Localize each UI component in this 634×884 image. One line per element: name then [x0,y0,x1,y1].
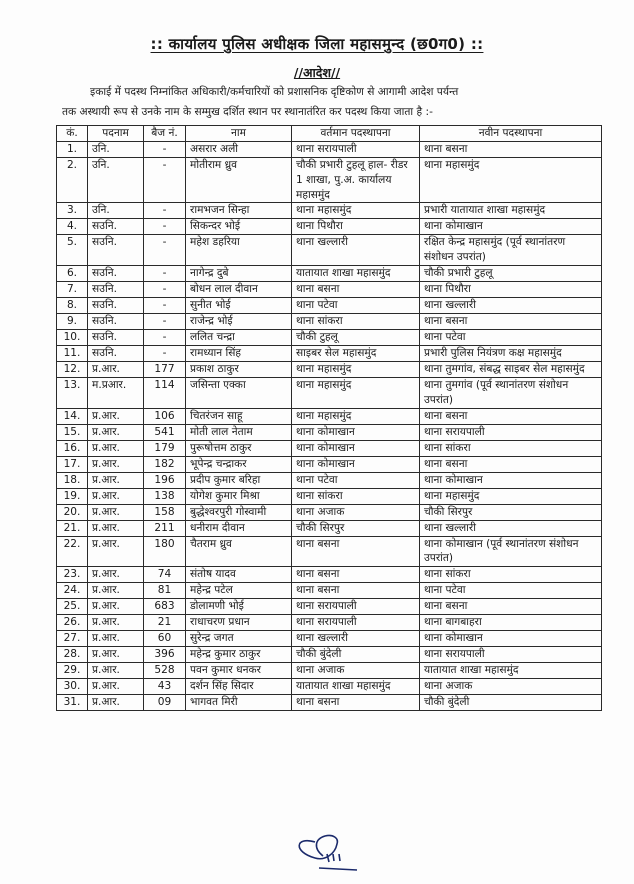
cell-name: पुरूषोत्तम ठाकुर [186,440,292,456]
cell-current-posting: थाना बसना [292,695,420,711]
cell-serial: 7. [57,281,88,297]
table-row [57,679,602,695]
cell-serial: 2. [57,158,88,203]
cell-name: बुद्धेश्वरपुरी गोस्वामी [186,504,292,520]
table-row [57,615,602,631]
cell-new-posting: थाना खल्लारी [420,297,602,313]
col-header-current-posting: वर्तमान पदस्थापना [292,126,420,142]
cell-badge: 180 [144,536,186,567]
cell-rank: प्र.आर. [88,472,144,488]
cell-new-posting: रक्षित केन्द्र महासमुंद (पूर्व स्थानांतरण संशोधन उपरांत) [420,235,602,266]
cell-current-posting: थाना महासमुंद [292,377,420,408]
table-row [57,599,602,615]
cell-rank: उनि. [88,158,144,203]
cell-current-posting: थाना कोमाखान [292,440,420,456]
table-row [57,504,602,520]
table-row [57,424,602,440]
table-row [57,472,602,488]
cell-badge: - [144,203,186,219]
cell-serial: 4. [57,219,88,235]
cell-new-posting: यातायात शाखा महासमुंद [420,663,602,679]
cell-name: रामभजन सिन्हा [186,203,292,219]
cell-name: चितरंजन साहू [186,408,292,424]
cell-current-posting: थाना कोमाखान [292,424,420,440]
table-row [57,663,602,679]
cell-name: महेन्द्र पटेल [186,583,292,599]
cell-new-posting: थाना बसना [420,142,602,158]
col-header-new-posting: नवीन पदस्थापना [420,126,602,142]
cell-rank: सउनि. [88,313,144,329]
cell-current-posting: साइबर सेल महासमुंद [292,345,420,361]
cell-new-posting: थाना बसना [420,408,602,424]
cell-current-posting: थाना पटेवा [292,472,420,488]
cell-serial: 18. [57,472,88,488]
cell-new-posting: थाना महासमुंद [420,488,602,504]
table-row [57,265,602,281]
cell-serial: 8. [57,297,88,313]
cell-current-posting: थाना बसना [292,583,420,599]
cell-current-posting: चौकी प्रभारी टुहलू हाल- रीडर 1 शाखा, पु.अ. कार्यालय महासमुंद [292,158,420,203]
cell-serial: 24. [57,583,88,599]
cell-name: राधाचरण प्रधान [186,615,292,631]
cell-serial: 22. [57,536,88,567]
cell-rank: प्र.आर. [88,599,144,615]
cell-badge: 683 [144,599,186,615]
cell-badge: 09 [144,695,186,711]
cell-current-posting: थाना अजाक [292,504,420,520]
order-heading: //आदेश// [293,65,341,80]
cell-new-posting: थाना महासमुंद [420,158,602,203]
cell-current-posting: थाना बसना [292,281,420,297]
cell-badge: 81 [144,583,186,599]
cell-badge: 528 [144,663,186,679]
cell-rank: प्र.आर. [88,504,144,520]
cell-current-posting: थाना कोमाखान [292,456,420,472]
cell-badge: 74 [144,567,186,583]
cell-current-posting: थाना खल्लारी [292,235,420,266]
intro-line-1: इकाई में पदस्थ निम्नांकित अधिकारी/कर्मचारियों को प्रशासनिक दृष्टिकोण से आगामी आदेश पर्यन्त [90,86,459,98]
cell-rank: प्र.आर. [88,663,144,679]
cell-name: भागवत मिरी [186,695,292,711]
table-row [57,361,602,377]
cell-new-posting: थाना कोमाखान [420,472,602,488]
cell-serial: 12. [57,361,88,377]
cell-name: ललित चन्द्रा [186,329,292,345]
cell-new-posting: थाना पटेवा [420,583,602,599]
cell-new-posting: थाना पिथौरा [420,281,602,297]
cell-name: दर्शन सिंह सिदार [186,679,292,695]
cell-new-posting: थाना तुमगांव (पूर्व स्थानांतरण संशोधन उपरांत) [420,377,602,408]
cell-rank: उनि. [88,203,144,219]
table-row [57,158,602,203]
cell-name: नागेन्द्र दुबे [186,265,292,281]
cell-serial: 5. [57,235,88,266]
cell-rank: प्र.आर. [88,679,144,695]
cell-serial: 30. [57,679,88,695]
cell-badge: - [144,297,186,313]
cell-badge: 21 [144,615,186,631]
cell-rank: प्र.आर. [88,583,144,599]
cell-rank: सउनि. [88,235,144,266]
cell-badge: 43 [144,679,186,695]
cell-name: बोधन लाल दीवान [186,281,292,297]
cell-badge: 106 [144,408,186,424]
cell-rank: प्र.आर. [88,408,144,424]
cell-rank: उनि. [88,142,144,158]
cell-rank: प्र.आर. [88,647,144,663]
cell-name: राजेन्द्र भोई [186,313,292,329]
cell-new-posting: थाना खल्लारी [420,520,602,536]
table-row [57,695,602,711]
cell-rank: प्र.आर. [88,361,144,377]
table-row [57,235,602,266]
table-row [57,203,602,219]
cell-rank: प्र.आर. [88,615,144,631]
cell-serial: 28. [57,647,88,663]
cell-rank: प्र.आर. [88,631,144,647]
cell-new-posting: प्रभारी पुलिस नियंत्रण कक्ष महासमुंद [420,345,602,361]
cell-name: संतोष यादव [186,567,292,583]
cell-rank: म.प्रआर. [88,377,144,408]
cell-serial: 21. [57,520,88,536]
cell-name: भूपेन्द्र चन्द्राकर [186,456,292,472]
table-row [57,377,602,408]
cell-serial: 1. [57,142,88,158]
cell-badge: 211 [144,520,186,536]
cell-current-posting: थाना महासमुंद [292,203,420,219]
cell-serial: 31. [57,695,88,711]
cell-name: असरार अली [186,142,292,158]
cell-rank: प्र.आर. [88,488,144,504]
cell-serial: 17. [57,456,88,472]
cell-name: चैतराम ध्रुव [186,536,292,567]
cell-current-posting: थाना सांकरा [292,488,420,504]
cell-badge: 196 [144,472,186,488]
cell-rank: सउनि. [88,281,144,297]
cell-serial: 20. [57,504,88,520]
table-row [57,329,602,345]
cell-name: सुरेन्द्र जगत [186,631,292,647]
cell-badge: 114 [144,377,186,408]
cell-new-posting: थाना कोमाखान [420,219,602,235]
col-header-badge: बैज नं. [144,126,186,142]
cell-serial: 23. [57,567,88,583]
cell-new-posting: थाना सरायपाली [420,424,602,440]
cell-rank: प्र.आर. [88,695,144,711]
cell-serial: 29. [57,663,88,679]
cell-name: पवन कुमार धनकर [186,663,292,679]
cell-new-posting: थाना बागबाहरा [420,615,602,631]
col-header-rank: पदनाम [88,126,144,142]
cell-name: सुनीत भोई [186,297,292,313]
office-title: :: कार्यालय पुलिस अधीक्षक जिला महासमुन्द (छ0ग0) :: [150,35,484,53]
table-row [57,456,602,472]
cell-badge: 179 [144,440,186,456]
cell-serial: 15. [57,424,88,440]
cell-new-posting: थाना सरायपाली [420,647,602,663]
cell-current-posting: थाना पटेवा [292,297,420,313]
cell-current-posting: थाना सरायपाली [292,615,420,631]
cell-badge: - [144,313,186,329]
cell-new-posting: थाना अजाक [420,679,602,695]
cell-rank: प्र.आर. [88,424,144,440]
cell-serial: 11. [57,345,88,361]
table-row [57,142,602,158]
cell-current-posting: थाना सरायपाली [292,142,420,158]
cell-name: जसिन्ता एक्का [186,377,292,408]
cell-name: योगेश कुमार मिश्रा [186,488,292,504]
cell-name: सिकन्दर भोई [186,219,292,235]
cell-new-posting: थाना तुमगांव, संबद्ध साइबर सेल महासमुंद [420,361,602,377]
cell-new-posting: थाना कोमाखान [420,631,602,647]
cell-name: धनीराम दीवान [186,520,292,536]
cell-rank: सउनि. [88,345,144,361]
cell-name: मोती लाल नेताम [186,424,292,440]
cell-new-posting: थाना बसना [420,456,602,472]
cell-rank: सउनि. [88,329,144,345]
intro-line-2: तक अस्थायी रूप से उनके नाम के सम्मुख दर्शित स्थान पर स्थानातंरित कर पदस्थ किया जाता है :- [62,106,433,118]
cell-current-posting: थाना सांकरा [292,313,420,329]
table-row [57,488,602,504]
cell-new-posting: चौकी प्रभारी टुहलू [420,265,602,281]
cell-badge: 182 [144,456,186,472]
cell-name: रामध्यान सिंह [186,345,292,361]
cell-serial: 6. [57,265,88,281]
cell-new-posting: चौकी बुंदेली [420,695,602,711]
cell-current-posting: थाना खल्लारी [292,631,420,647]
cell-new-posting: थाना बसना [420,599,602,615]
table-header-row [57,126,602,142]
table-row [57,345,602,361]
cell-serial: 19. [57,488,88,504]
transfer-table [56,125,602,711]
cell-name: महेन्द्र कुमार ठाकुर [186,647,292,663]
cell-badge: - [144,281,186,297]
cell-rank: प्र.आर. [88,440,144,456]
cell-serial: 9. [57,313,88,329]
cell-name: महेश डहरिया [186,235,292,266]
table-row [57,219,602,235]
cell-current-posting: थाना अजाक [292,663,420,679]
cell-badge: - [144,142,186,158]
cell-serial: 10. [57,329,88,345]
cell-rank: सउनि. [88,297,144,313]
cell-badge: 541 [144,424,186,440]
cell-current-posting: थाना महासमुंद [292,361,420,377]
cell-current-posting: थाना पिथौरा [292,219,420,235]
cell-rank: प्र.आर. [88,536,144,567]
cell-badge: - [144,219,186,235]
cell-rank: प्र.आर. [88,520,144,536]
cell-serial: 26. [57,615,88,631]
col-header-serial: कं. [57,126,88,142]
cell-current-posting: थाना सरायपाली [292,599,420,615]
cell-serial: 14. [57,408,88,424]
cell-badge: 60 [144,631,186,647]
table-row [57,440,602,456]
table-row [57,520,602,536]
table-row [57,313,602,329]
cell-current-posting: थाना बसना [292,567,420,583]
cell-rank: प्र.आर. [88,456,144,472]
table-row [57,536,602,567]
cell-current-posting: चौकी टुहलू [292,329,420,345]
cell-name: प्रदीप कुमार बरिहा [186,472,292,488]
cell-badge: - [144,329,186,345]
cell-badge: 138 [144,488,186,504]
cell-badge: - [144,265,186,281]
table-row [57,408,602,424]
col-header-name: नाम [186,126,292,142]
cell-badge: - [144,158,186,203]
table-row [57,297,602,313]
cell-serial: 25. [57,599,88,615]
table-row [57,281,602,297]
table-row [57,567,602,583]
table-row [57,647,602,663]
cell-serial: 13. [57,377,88,408]
cell-new-posting: थाना सांकरा [420,440,602,456]
cell-current-posting: थाना महासमुंद [292,408,420,424]
table-row [57,583,602,599]
cell-current-posting: यातायात शाखा महासमुंद [292,265,420,281]
cell-new-posting: थाना पटेवा [420,329,602,345]
table-row [57,631,602,647]
cell-rank: सउनि. [88,265,144,281]
intro-paragraph [62,82,602,122]
cell-new-posting: प्रभारी यातायात शाखा महासमुंद [420,203,602,219]
signature-icon [285,830,365,875]
cell-name: प्रकाश ठाकुर [186,361,292,377]
cell-serial: 3. [57,203,88,219]
cell-serial: 16. [57,440,88,456]
cell-badge: 177 [144,361,186,377]
cell-new-posting: थाना सांकरा [420,567,602,583]
cell-badge: - [144,235,186,266]
cell-current-posting: चौकी बुंदेली [292,647,420,663]
cell-new-posting: थाना बसना [420,313,602,329]
cell-current-posting: थाना बसना [292,536,420,567]
cell-rank: सउनि. [88,219,144,235]
cell-badge: 158 [144,504,186,520]
cell-badge: - [144,345,186,361]
cell-new-posting: थाना कोमाखान (पूर्व स्थानांतरण संशोधन उपरांत) [420,536,602,567]
cell-name: डोलामणी भोई [186,599,292,615]
cell-current-posting: चौकी सिरपुर [292,520,420,536]
cell-name: मोतीराम ध्रुव [186,158,292,203]
cell-current-posting: यातायात शाखा महासमुंद [292,679,420,695]
cell-new-posting: चौकी सिरपुर [420,504,602,520]
cell-rank: प्र.आर. [88,567,144,583]
cell-serial: 27. [57,631,88,647]
cell-badge: 396 [144,647,186,663]
